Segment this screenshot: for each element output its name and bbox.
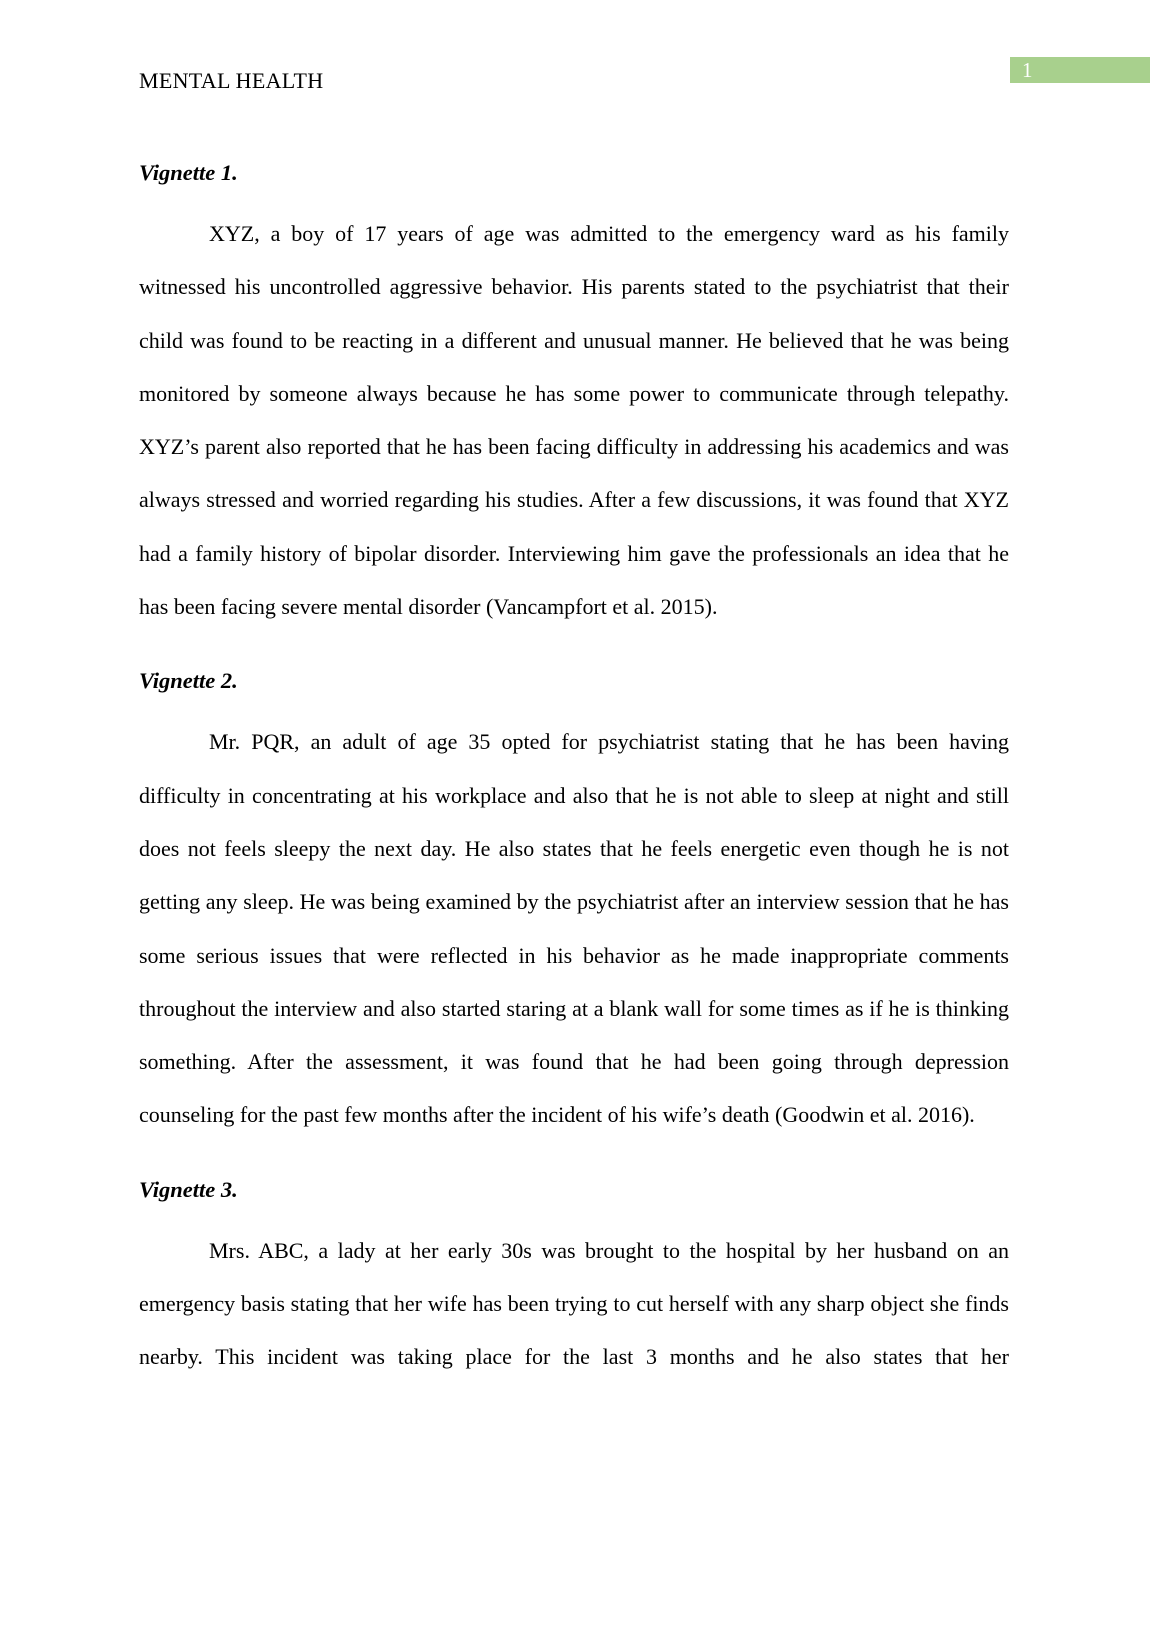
vignette-2-section [139,666,1009,1141]
vignette-3-heading: Vignette 3. [139,1176,238,1202]
document-body [139,158,1009,1417]
running-head: MENTAL HEALTH [139,68,324,93]
vignette-3-paragraph: Mrs. ABC, a lady at her early 30s was brought to the hospital by her husband on an emergency basis stating that her wife has been trying to cut herself with any sharp object she finds nearby. This incident was taking place for the last 3 months and he also states that her [139,1237,1009,1370]
vignette-1-heading: Vignette 1. [139,160,238,185]
vignette-2-heading: Vignette 2. [139,668,238,694]
vignette-2-paragraph: Mr. PQR, an adult of age 35 opted for psychiatrist stating that he has been having difficulty in concentrating at his workplace and also that he is not able to sleep at night and still does not feels sleepy the next day. He also states that he feels energetic even though he is not getting any sleep. He was being examined by the psychiatrist after an interview session that he has some serious issues that were reflected in his behavior as he made inappropriate comments throughout the interview and also started staring at a blank wall for some times as if he is thinking something. After the assessment, it was found that he had been going through depression counseling for the past few months after the incident of his wife’s death (Goodwin et al. 2016). [139,729,1009,1128]
vignette-3-section [139,1175,1009,1384]
vignette-1-section [139,158,1009,633]
vignette-1-paragraph: XYZ, a boy of 17 years of age was admitted to the emergency ward as his family witnessed his uncontrolled aggressive behavior. His parents stated to the psychiatrist that their child was found to be reacting in a different and unusual manner. He believed that he was being monitored by someone always because he has some power to communicate through telepathy. XYZ’s parent also reported that he has been facing difficulty in addressing his academics and was always stressed and worried regarding his studies. After a few discussions, it was found that XYZ had a family history of bipolar disorder. Interviewing him gave the professionals an idea that he has been facing severe mental disorder (Vancampfort et al. 2015). [139,221,1009,620]
page-number: 1 [1010,57,1150,83]
